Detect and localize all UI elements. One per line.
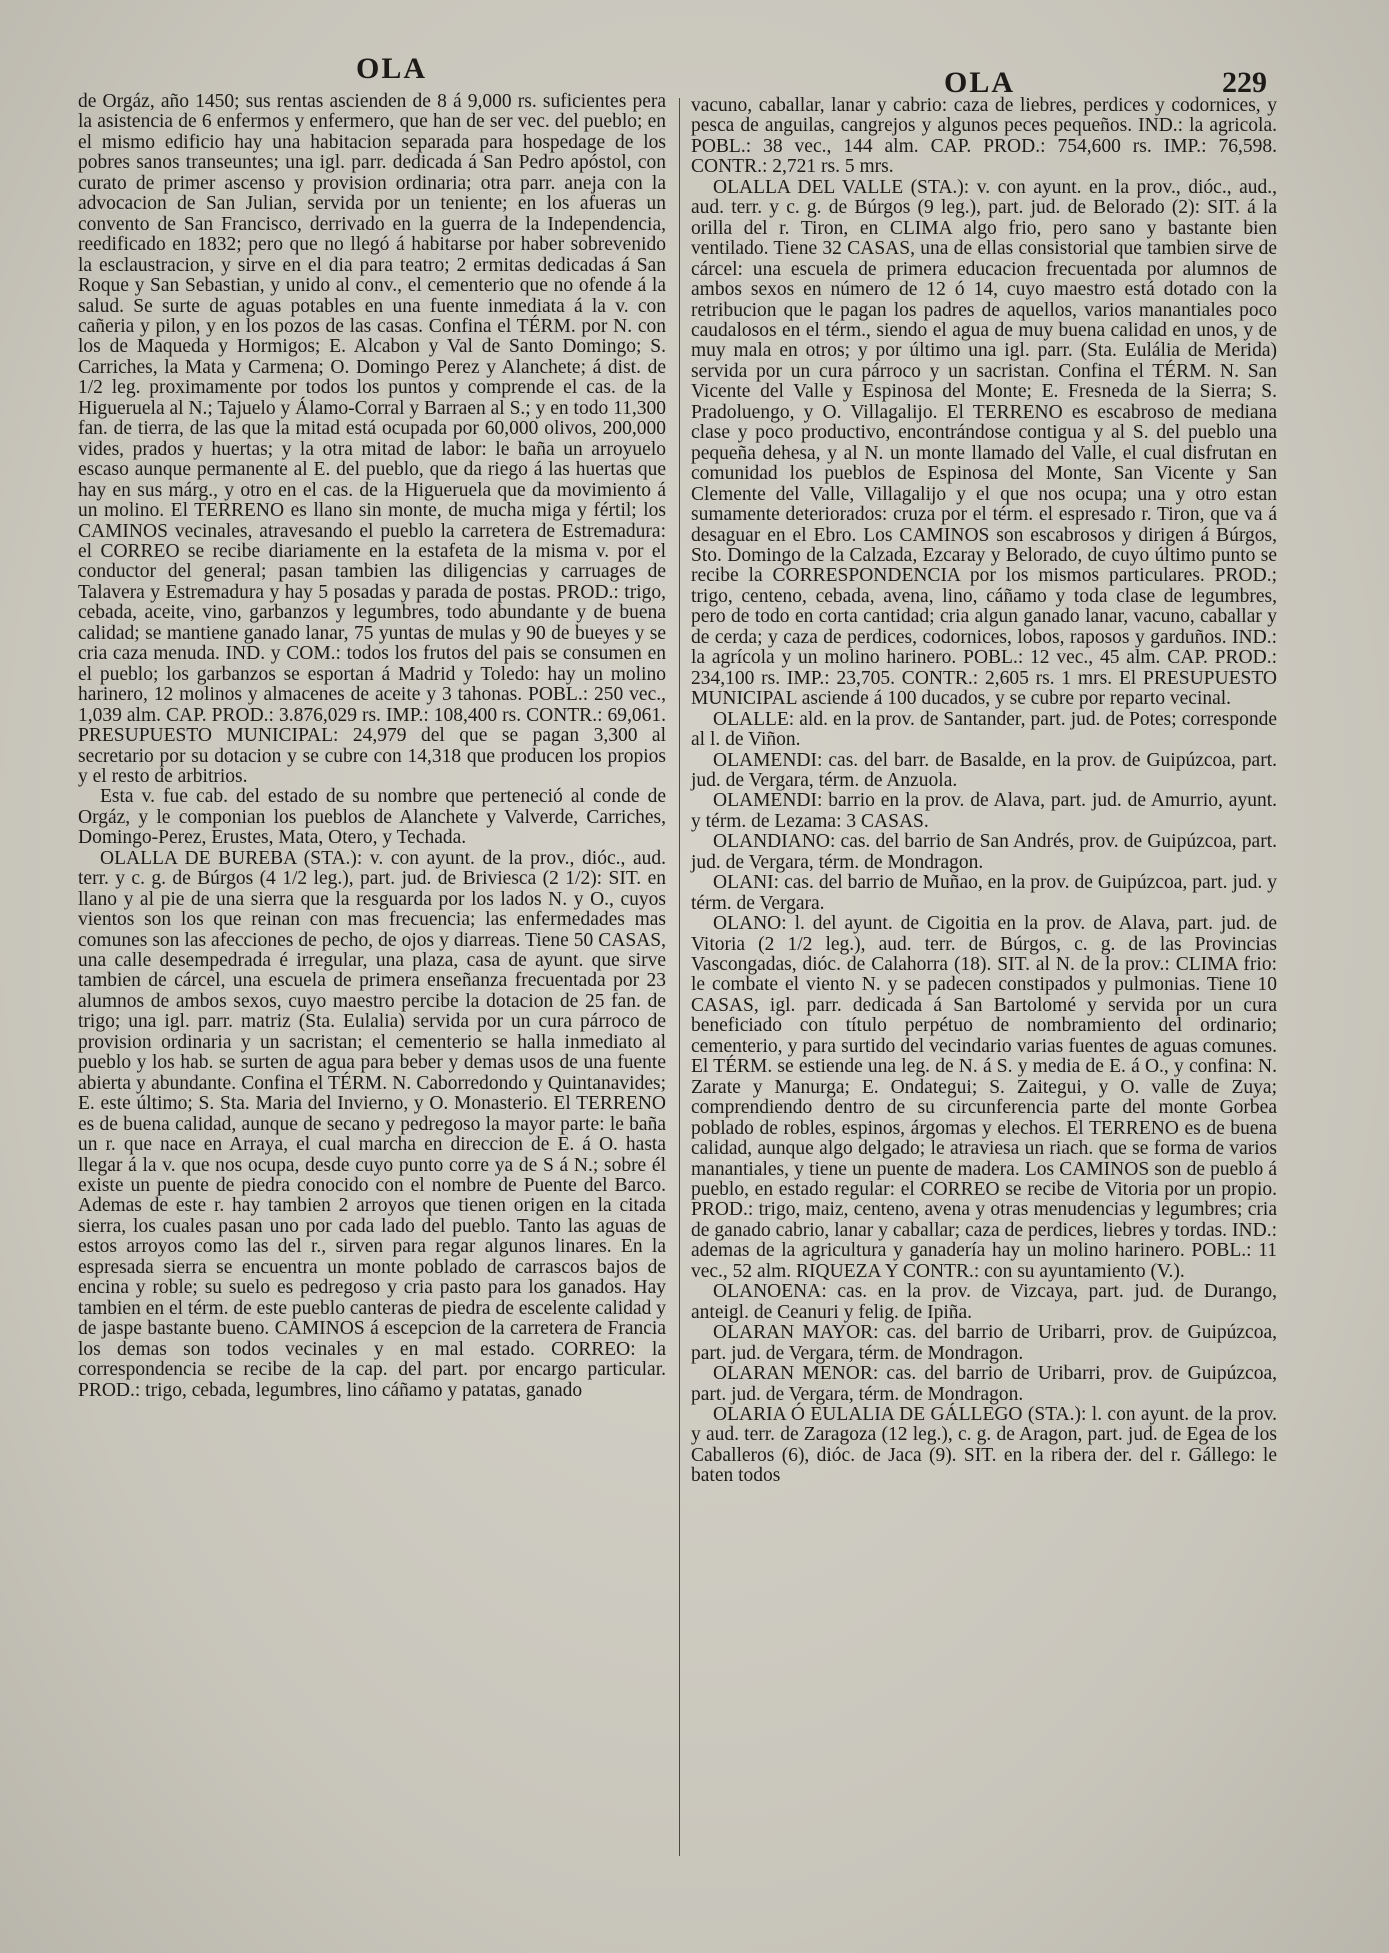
paragraph: vacuno, caballar, lanar y cabrio: caza de liebres, perdices y codornices, y pesca de anguilas, cangrejos y algunos peces pequeños. IND.: la agricola. POBL.: 38 vec., 144 alm. CAP. PROD.: 754,600 rs. IMP.: 76,598. CONTR.: 2,721 rs. 5 mrs. (691, 95, 1277, 178)
dictionary-entry: OLARAN MAYOR: cas. del barrio de Uribarri, prov. de Guipúzcoa, part. jud. de Vergara, térm. de Mondragon. (691, 1322, 1277, 1364)
dictionary-entry: OLALLA DEL VALLE (STA.): v. con ayunt. en la prov., dióc., aud., aud. terr. y c. g. de Búrgos (9 leg.), part. jud. de Belorado (2): SIT. á la orilla del r. Tiron, en CLIMA algo frio, pero sano y bastante bien ventilado. Tiene 32 CASAS, una de ellas consistorial que tambien sirve de cárcel: una escuela de primera educacion frecuentada por alumnos de ambos sexos en número de 12 ó 14, cuyo maestro está dotado con la retribucion que le pagan los padres de aquellos, varios manantiales poco caudalosos en el térm., siendo el agua de muy buena calidad en unos, y de muy mala en otros; y por último una igl. parr. (Sta. Eulália de Merida) servida por un cura párroco y un sacristan. Confina el TÉRM. N. San Vicente del Valle y Espinosa del Monte; E. Fresneda de la Sierra; S. Pradoluengo, y O. Villagalijo. El TERRENO es escabroso de mediana clase y poco productivo, encontrándose contigua y al S. del pueblo una pequeña dehesa, y al N. un monte llamado del Valle, el cual disfrutan en comunidad los pueblos de Espinosa del Monte, San Vicente y San Clemente del Valle, Villagalijo y el que nos ocupa; una y otro estan sumamente deteriorados: cruza por el térm. el espresado r. Tiron, que va á desaguar en el Ebro. Los CAMINOS son escabrosos y dirigen á Búrgos, Sto. Domingo de la Calzada, Ezcaray y Belorado, de cuyo último punto se recibe la CORRESPONDENCIA por los mismos particulares. PROD.; trigo, centeno, cebada, avena, lino, cáñamo y toda clase de legumbres, pero de todo en corta cantidad; cria algun ganado lanar, vacuno, caballar y de cerda; y caza de perdices, codornices, lobos, raposos y garduños. IND.: la agrícola y un molino harinero. POBL.: 12 vec., 45 alm. CAP. PROD.: 234,100 rs. IMP.: 23,705. CONTR.: 2,605 rs. 1 mrs. El PRESUPUESTO MUNICIPAL asciende á 100 ducados, y se cubre por reparto vecinal. (691, 176, 1277, 710)
paragraph: de Orgáz, año 1450; sus rentas ascienden de 8 á 9,000 rs. suficientes pera la asistencia de 6 enfermos y enfermero, que han de ser vec. del pueblo; en el mismo edificio hay una habitacion separada para hospedage de los pobres sanos transeuntes; una igl. parr. dedicada á San Pedro apóstol, con curato de primer ascenso y provision ordinaria; otra parr. aneja con la advocacion de San Julian, servida por un teniente; en los afueras un convento de San Francisco, derrivado en la guerra de la Independencia, reedificado en 1832; pero que no llegó á habitarse por haber sobrevenido la esclaustracion, y sirve en el dia para teatro; 2 ermitas dedicadas á San Roque y San Sebastian, y unido al conv., el cementerio que no ofende á la salud. Se surte de aguas potables en una fuente inmediata á la v. con cañeria y pilon, y en los pozos de las casas. Confina el TÉRM. por N. con los de Maqueda y Hormigos; E. Alcabon y Val de Santo Domingo; S. Carriches, la Mata y Carmena; O. Domingo Perez y Alanchete; á dist. de 1/2 leg. proximamente por todos los puntos y comprende el cas. de la Higueruela al N.; Tajuelo y Álamo-Corral y Barraen al S.; y en todo 11,300 fan. de tierra, de las que la mitad está ocupada por 60,000 olivos, 200,000 vides, prados y huertas; y la otra mitad de labor: le baña un arroyuelo escaso aunque permanente al E. del pueblo, que da riego á las huertas que hay en sus márg., y otro en el cas. de la Higueruela que da movimiento á un molino. El TERRENO es llano sin monte, de mucha miga y fértil; los CAMINOS vecinales, atravesando el pueblo la carretera de Estremadura: el CORREO se recibe diariamente en la estafeta de la misma v. por el conductor del general; pasan tambien las diligencias y carruages de Talavera y Estremadura y hay 5 posadas y parada de postas. PROD.: trigo, cebada, aceite, vino, garbanzos y legumbres, todo abundante y de buena calidad; se mantiene ganado lanar, 75 yuntas de mulas y 90 de bueyes y se cria caza menuda. IND. y COM.: todos los frutos del pais se consumen en el pueblo; los garbanzos se esportan á Madrid y Toledo: hay un molino harinero, 12 molinos y almacenes de aceite y 3 tahonas. POBL.: 250 vec., 1,039 alm. CAP. PROD.: 3.876,029 rs. IMP.: 108,400 rs. CONTR.: 69,061. PRESUPUESTO MUNICIPAL: 24,979 del que se pagan 3,300 al secretario por su dotacion y se cubre con 14,318 que producen los propios y el resto de arbitrios. (78, 91, 666, 787)
dictionary-entry: OLARAN MENOR: cas. del barrio de Uribarri, prov. de Guipúzcoa, part. jud. de Vergara, térm. de Mondragon. (691, 1363, 1277, 1405)
dictionary-entry: OLAMENDI: cas. del barr. de Basalde, en la prov. de Guipúzcoa, part. jud. de Vergara, térm. de Anzuola. (691, 749, 1277, 791)
page-number: 229 (1222, 66, 1267, 99)
running-head-right: OLA (944, 66, 1016, 99)
dictionary-entry: OLANOENA: cas. en la prov. de Vizcaya, part. jud. de Durango, anteigl. de Ceanuri y felig. de Ipiña. (691, 1281, 1277, 1323)
dictionary-entry: OLALLA DE BUREBA (STA.): v. con ayunt. de la prov., dióc., aud. terr. y c. g. de Búrgos (4 1/2 leg.), part. jud. de Briviesca (2 1/2): SIT. en llano y al pie de una sierra que la resguarda por los lados N. y O., cuyos vientos son los que reinan con mas frecuencia; las enfermedades mas comunes son las afecciones de pecho, de ojos y diarreas. Tiene 50 CASAS, una calle desempedrada é irregular, una plaza, casa de ayunt. que sirve tambien de cárcel, una escuela de primera enseñanza frecuentada por 23 alumnos de ambos sexos, cuyo maestro percibe la dotacion de 25 fan. de trigo; una igl. parr. matriz (Sta. Eulalia) servida por un cura párroco de provision ordinaria y un sacristan; el cementerio se halla inmediato al pueblo y los hab. se surten de agua para beber y demas usos de una fuente abierta y abundante. Confina el TÉRM. N. Caborredondo y Quintanavides; E. este último; S. Sta. Maria del Invierno, y O. Monasterio. El TERRENO es de buena calidad, aunque de secano y pedregoso la mayor parte: le baña un r. que nace en Arraya, el cual marcha en direccion de E. á O. hasta llegar á la v. que nos ocupa, desde cuyo punto corre ya de S á N.; sobre él existe un puente de piedra conocido con el nombre de Puente del Barco. Ademas de este r. hay tambien 2 arroyos que tienen origen en la citada sierra, los cuales pasan uno por cada lado del pueblo. Tanto las aguas de estos arroyos como las del r., sirven para regar algunos linares. En la espresada sierra se encuentra un monte poblado de carrascos bajos de encina y roble; su suelo es pedregoso y cria pasto para los ganados. Hay tambien en el térm. de este pueblo canteras de piedra de escelente calidad y de jaspe bastante bueno. CAMINOS á escepcion de la carretera de Francia los demas son todos vecinales y en mal estado. CORREO: la correspondencia se recibe de la cap. del part. por encargo particular. PROD.: trigo, cebada, legumbres, lino cáñamo y patatas, ganado (78, 847, 666, 1401)
dictionary-entry: OLANDIANO: cas. del barrio de San Andrés, prov. de Guipúzcoa, part. jud. de Vergara, térm. de Mondragon. (691, 831, 1277, 873)
dictionary-entry: OLALLE: ald. en la prov. de Santander, part. jud. de Potes; corresponde al l. de Viñon. (691, 708, 1277, 751)
left-column (78, 92, 666, 1401)
right-column (691, 96, 1277, 1487)
dictionary-entry: OLANI: cas. del barrio de Muñao, en la prov. de Guipúzcoa, part. jud. y térm. de Vergara. (691, 872, 1277, 914)
dictionary-entry: OLAMENDI: barrio en la prov. de Alava, part. jud. de Amurrio, ayunt. y térm. de Lezama: 3 CASAS. (691, 790, 1277, 832)
dictionary-entry: OLANO: l. del ayunt. de Cigoitia en la prov. de Alava, part. jud. de Vitoria (2 1/2 leg.), aud. terr. de Búrgos, c. g. de las Provincias Vascongadas, dióc. de Calahorra (18). SIT. al N. de la prov.: CLIMA frio: le combate el viento N. y se padecen constipados y pulmonias. Tiene 10 CASAS, igl. parr. dedicada á San Bartolomé y servida por un cura beneficiado con título perpétuo de nombramiento del ordinario; cementerio, y para surtido del vecindario varias fuentes de aguas comunes. El TÉRM. se estiende una leg. de N. á S. y media de E. á O., y confina: N. Zarate y Manurga; E. Ondategui; S. Zaitegui, y O. valle de Zuya; comprendiendo dentro de su circunferencia parte del monte Gorbea poblado de robles, espinos, árgomas y elechos. El TERRENO es de buena calidad, aunque algo delgado; le atraviesa un riach. que se forma de varios manantiales, y tiene un puente de madera. Los CAMINOS son de pueblo á pueblo, en estado regular: el CORREO se recibe de Vitoria por un propio. PROD.: trigo, maiz, centeno, avena y otras menudencias y legumbres; cria de ganado cabrio, lanar y caballar; caza de perdices, liebres y tordas. IND.: ademas de la agricultura y ganadería hay un molino harinero. POBL.: 11 vec., 52 alm. RIQUEZA Y CONTR.: con su ayuntamiento (V.). (691, 913, 1277, 1282)
dictionary-entry: OLARIA Ó EULALIA DE GÁLLEGO (STA.): l. con ayunt. de la prov. y aud. terr. de Zaragoza (12 leg.), c. g. de Aragon, part. jud. de Egea de los Caballeros (6), dióc. de Jaca (9). SIT. en la ribera der. del r. Gállego: le baten todos (691, 1404, 1277, 1487)
column-rule (679, 98, 680, 1856)
running-head-left: OLA (356, 52, 428, 85)
paragraph: Esta v. fue cab. del estado de su nombre que perteneció al conde de Orgáz, y le componian los pueblos de Alanchete y Valverde, Carriches, Domingo-Perez, Erustes, Mata, Otero, y Techada. (78, 786, 666, 849)
